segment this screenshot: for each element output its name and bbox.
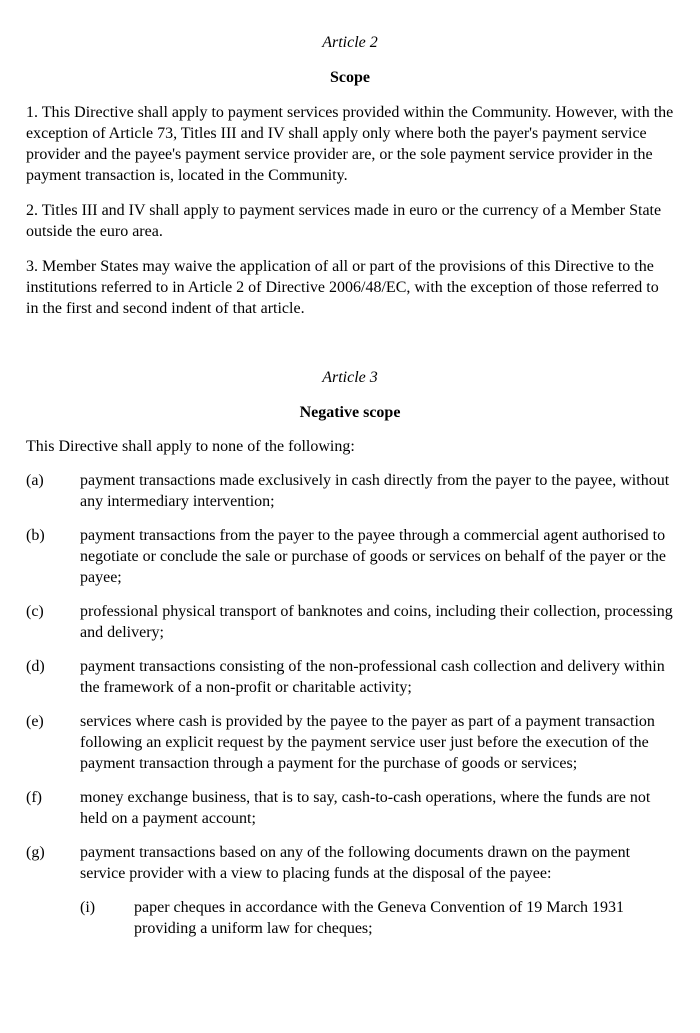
list-item-text: payment transactions from the payer to the payee through a commercial agent authorised to negotiate or conclude the sale or purchase of goods or services on behalf of the payer or the payee; xyxy=(80,527,666,586)
article-2-paragraph-3: 3. Member States may waive the application of all or part of the provisions of this Directive to the institutions referred to in Article 2 of Directive 2006/48/EC, with the exception of those referred to in the first and second indent of that article. xyxy=(26,258,659,317)
article-3-heading: Negative scope xyxy=(299,404,401,421)
list-item-text: money exchange business, that is to say, cash-to-cash operations, where the funds are not held on a payment account; xyxy=(80,789,651,827)
list-item-d xyxy=(26,656,674,698)
list-item-text: payment transactions based on any of the following documents drawn on the payment service provider with a view to placing funds at the disposal of the payee: xyxy=(80,844,631,882)
list-item-text: professional physical transport of banknotes and coins, including their collection, processing and delivery; xyxy=(80,603,673,641)
list-item-label: (a) xyxy=(26,472,44,489)
list-item-e xyxy=(26,711,674,774)
article-3-intro: This Directive shall apply to none of the following: xyxy=(26,438,355,455)
sublist-item-text: paper cheques in accordance with the Geneva Convention of 19 March 1931 providing a uniform law for cheques; xyxy=(134,899,625,937)
sublist-item-label: (i) xyxy=(80,899,96,916)
list-item-text: services where cash is provided by the payee to the payer as part of a payment transaction following an explicit request by the payment service user just before the execution of the payment transaction through a payment for the purchase of goods or services; xyxy=(80,713,655,772)
article-2-paragraph-2: 2. Titles III and IV shall apply to payment services made in euro or the currency of a Member State outside the euro area. xyxy=(26,202,662,240)
list-item-label: (c) xyxy=(26,603,44,620)
list-item-label: (f) xyxy=(26,789,42,806)
list-item-label: (e) xyxy=(26,713,44,730)
list-item-a xyxy=(26,470,674,512)
list-item-text: payment transactions consisting of the non-professional cash collection and delivery within the framework of a non-profit or charitable activity; xyxy=(80,658,665,696)
article-2-heading: Scope xyxy=(330,69,370,86)
article-2-title: Article 2 xyxy=(322,34,378,51)
list-item-label: (b) xyxy=(26,527,45,544)
list-item-c xyxy=(26,601,674,643)
list-item-text: payment transactions made exclusively in cash directly from the payer to the payee, without any intermediary intervention; xyxy=(80,472,670,510)
list-item-label: (d) xyxy=(26,658,45,675)
list-item-g xyxy=(26,842,674,884)
sublist-item-i xyxy=(80,897,674,939)
list-item-b xyxy=(26,525,674,588)
article-3-title: Article 3 xyxy=(322,369,378,386)
list-item-f xyxy=(26,787,674,829)
article-2-paragraph-1: 1. This Directive shall apply to payment services provided within the Community. However, with the exception of Article 73, Titles III and IV shall apply only where both the payer's payment service provider and the payee's payment service provider are, or the sole payment service provider in the payment transaction is, located in the Community. xyxy=(26,104,674,184)
list-item-label: (g) xyxy=(26,844,45,861)
